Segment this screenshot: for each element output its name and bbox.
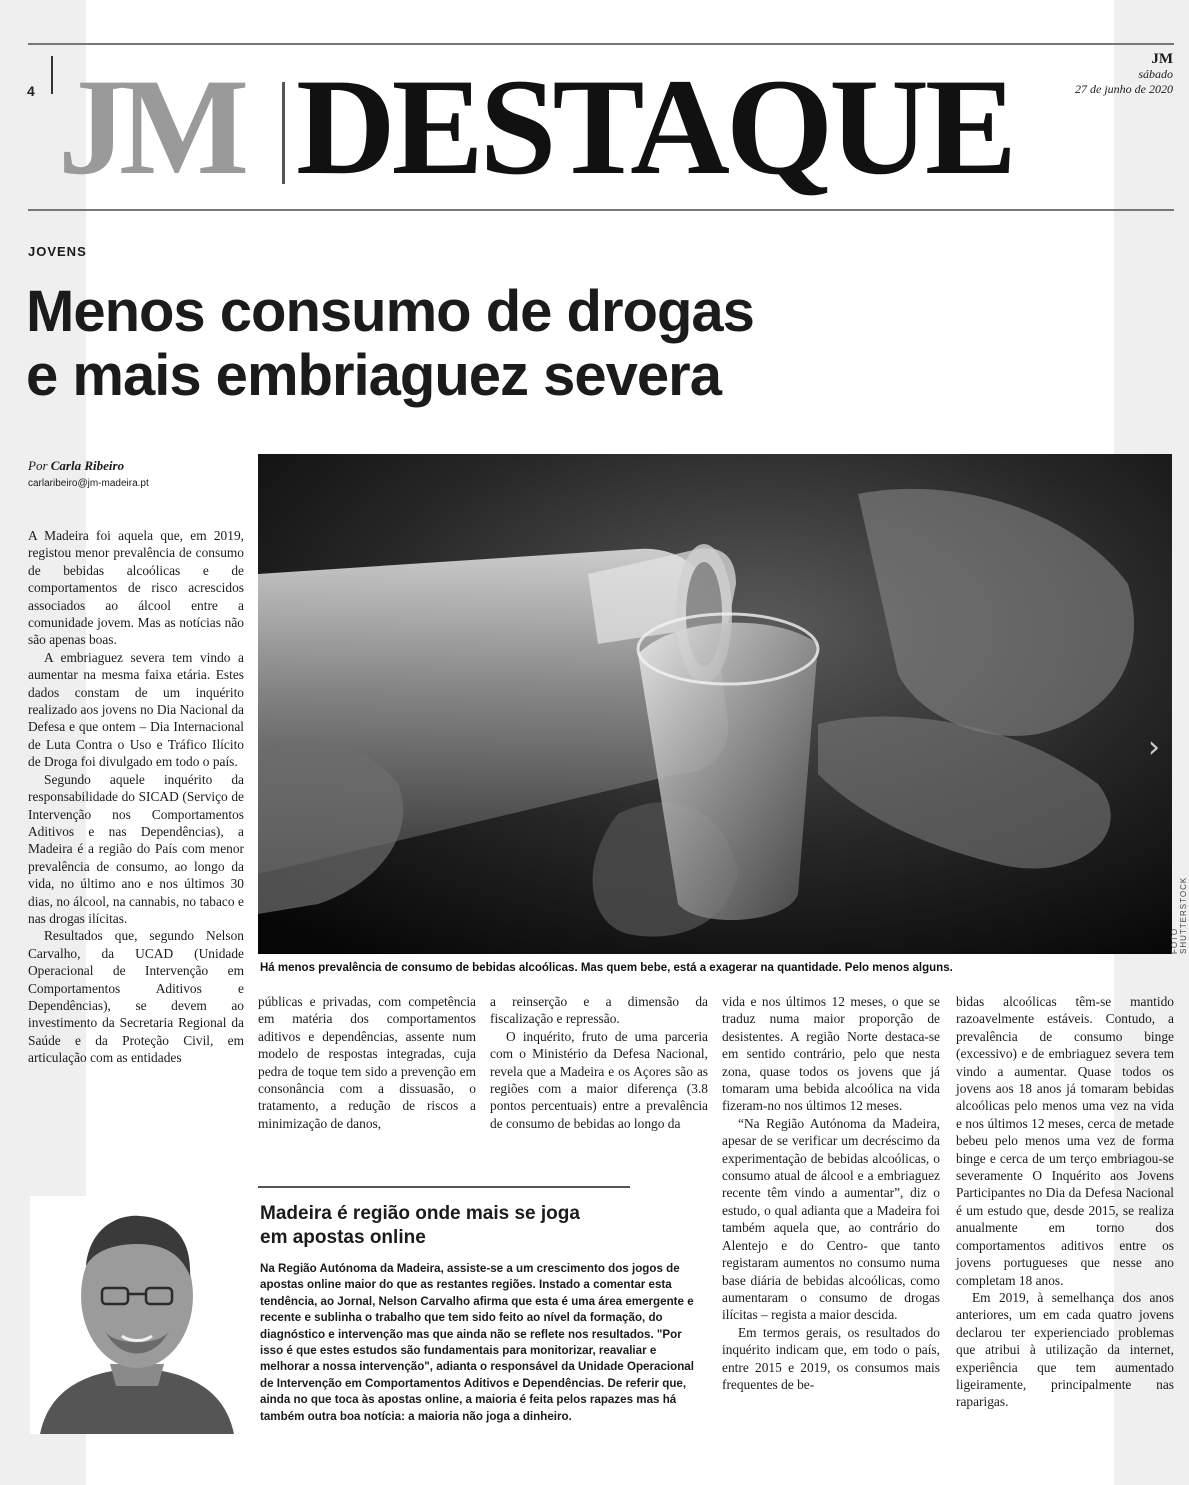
section-title: DESTAQUE <box>296 50 1013 203</box>
paragraph: vida e nos últimos 12 meses, o que se traduz numa maior proporção de desistentes. A região Norte destaca-se em sentido contrário, pelo que nesta zona, quase todos os jovens que já tomaram uma bebida alcoólica na vida fizeram-no nos últimos 12 meses. <box>722 994 940 1114</box>
portrait-illustration <box>30 1196 244 1434</box>
masthead-separator <box>282 82 285 184</box>
masthead-meta <box>1075 52 1173 97</box>
paragraph: a reinserção e a dimensão da fiscalização e repressão. <box>490 994 708 1027</box>
paragraph: Em termos gerais, os resultados do inquérito indicam que, em todo o país, entre 2015 e 2019, os consumos mais frequentes de be- <box>722 1324 940 1392</box>
photo-illustration <box>258 454 1172 954</box>
box-rule <box>258 1186 630 1188</box>
masthead-tick <box>51 56 53 94</box>
kicker: JOVENS <box>28 244 87 259</box>
portrait-photo <box>30 1196 244 1434</box>
paragraph: Em 2019, à semelhança dos anos anteriores, um em cada quatro jovens declarou ter experienciado problemas que atribui à utilização da internet, experiência que tem aumentado ligeiramente, principalmente nas raparigas. <box>956 1289 1174 1410</box>
headline-line: e mais embriaguez severa <box>26 343 721 408</box>
brand-logo: JM <box>58 50 242 203</box>
box-title-line: em apostas online <box>260 1227 426 1248</box>
article-column-5 <box>956 993 1174 1411</box>
paragraph: bidas alcoólicas têm-se mantido razoavelmente estáveis. Contudo, a prevalência de consumo binge (excessivo) e de embriaguez severa tem vindo a aumentar. Quase todos os jovens aos 18 anos já tomaram bebidas alcoólicas pelo menos uma vez na vida e nos últimos 12 meses, cerca de metade bebeu pelo menos uma vez de forma binge e cerca de um terço embriagou-se severamente O Inquérito aos Jovens Participantes no Dia da Defesa Nacional é um estudo que, desde 2015, se realiza anualmente em torno dos comportamentos aditivos entre os jovens portugueses que nesse ano completam 18 anos. <box>956 994 1174 1288</box>
byline <box>28 458 124 474</box>
box-title-line: Madeira é região onde mais se joga <box>260 1203 580 1224</box>
box-text: Na Região Autónoma da Madeira, assiste-se a um crescimento dos jogos de apostas online maior do que as restantes regiões. Instado a comentar esta tendência, ao Jornal, Nelson Carvalho afirma que esta é uma área emergente e recente e sublinha o trabalho que tem sido feito ao nível da formação, do diagnóstico e intervenção mas que ainda não se reflete nos resultados. "Por isso é que estes estudos são fundamentais para monitorizar, reavaliar e melhorar a nossa intervenção", adianta o responsável da Unidade Operacional de Intervenção em Comportamentos Aditivos e Dependências. De referir que, ainda no que toca às apostas online, a maioria é feita pelos rapazes mas há também outra boa notícia: a maioria não joga a dinheiro. <box>260 1262 694 1423</box>
paragraph: Segundo aquele inquérito da responsabilidade do SICAD (Serviço de Intervenção nos Comportamentos Aditivos e nas Dependências), a Madeira é a região do País com menor prevalência de consumo, ao longo da vida, no último ano e nos últimos 30 dias, no álcool, na cannabis, no tabaco e nas drogas ilícitas. <box>28 771 244 926</box>
paragraph: A Madeira foi aquela que, em 2019, registou menor prevalência de consumo de bebidas alcoólicas e de comportamentos de risco acrescidos associados ao álcool entre a comunidade jovem. Mas as notícias não são apenas boas. <box>28 528 244 648</box>
chevron-right-icon[interactable]: › <box>1148 730 1160 765</box>
headline <box>26 280 1106 408</box>
top-rule <box>28 43 1174 45</box>
article-column-4 <box>722 993 940 1393</box>
issue-date: 27 de junho de 2020 <box>1075 82 1173 96</box>
box-title <box>260 1202 700 1250</box>
author-email: carlaribeiro@jm-madeira.pt <box>28 478 149 489</box>
photo-caption: Há menos prevalência de consumo de bebidas alcoólicas. Mas quem bebe, está a exagerar na quantidade. Pelo menos alguns. <box>260 962 953 974</box>
byline-prefix: Por <box>28 458 48 473</box>
article-column-3 <box>490 993 708 1132</box>
headline-line: Menos consumo de drogas <box>26 279 754 344</box>
paragraph: públicas e privadas, com competência em matéria dos comportamentos aditivos e dependências, assente num modelo de respostas integradas, cuja pedra de toque tem sido a prevenção em consonância com a dissuasão, o tratamento, a redução de riscos a minimização de danos, <box>258 994 476 1131</box>
main-photo <box>258 454 1172 954</box>
article-column-1 <box>28 527 244 1067</box>
meta-brand: JM <box>1151 51 1173 67</box>
paragraph: Resultados que, segundo Nelson Carvalho, da UCAD (Unidade Operacional de Intervenção em Comportamentos Aditivos e Dependências), se devem ao investimento da Secretaria Regional da Saúde e da Proteção Civil, em articulação com as entidades <box>28 928 244 1066</box>
article-column-2 <box>258 993 476 1132</box>
paragraph: “Na Região Autónoma da Madeira, apesar de se verificar um decréscimo da experimentação de bebidas alcoólicas, o consumo atual de álcool e a embriaguez recente têm vindo a aumentar”, diz o estudo, o qual adianta que a Madeira foi também aquela que, ao contrário do Alentejo e do Centro- que tanto registaram aumentos no consumo numa base diária de bebidas alcoólicas, como aumentaram o consumo de drogas ilícitas – regista a maior descida. <box>722 1115 940 1323</box>
masthead-bottom-rule <box>28 209 1174 211</box>
photo-credit: FOTO SHUTTERSTOCK <box>1170 876 1188 954</box>
page-number: 4 <box>27 83 35 99</box>
paragraph: O inquérito, fruto de uma parceria com o Ministério da Defesa Nacional, revela que a Madeira e os Açores são as regiões com a maior diferença (3.8 pontos percentuais) entre a prevalência de consumo de bebidas ao longo da <box>490 1028 708 1131</box>
paragraph: A embriaguez severa tem vindo a aumentar na mesma faixa etária. Estes dados constam de um inquérito realizado aos jovens no Dia Nacional da Defesa e que ontem – Dia Internacional de Luta Contra o Uso e Tráfico Ilícito de Droga foi divulgado em todo o país. <box>28 649 244 770</box>
weekday: sábado <box>1138 67 1173 81</box>
author-name: Carla Ribeiro <box>50 458 125 473</box>
